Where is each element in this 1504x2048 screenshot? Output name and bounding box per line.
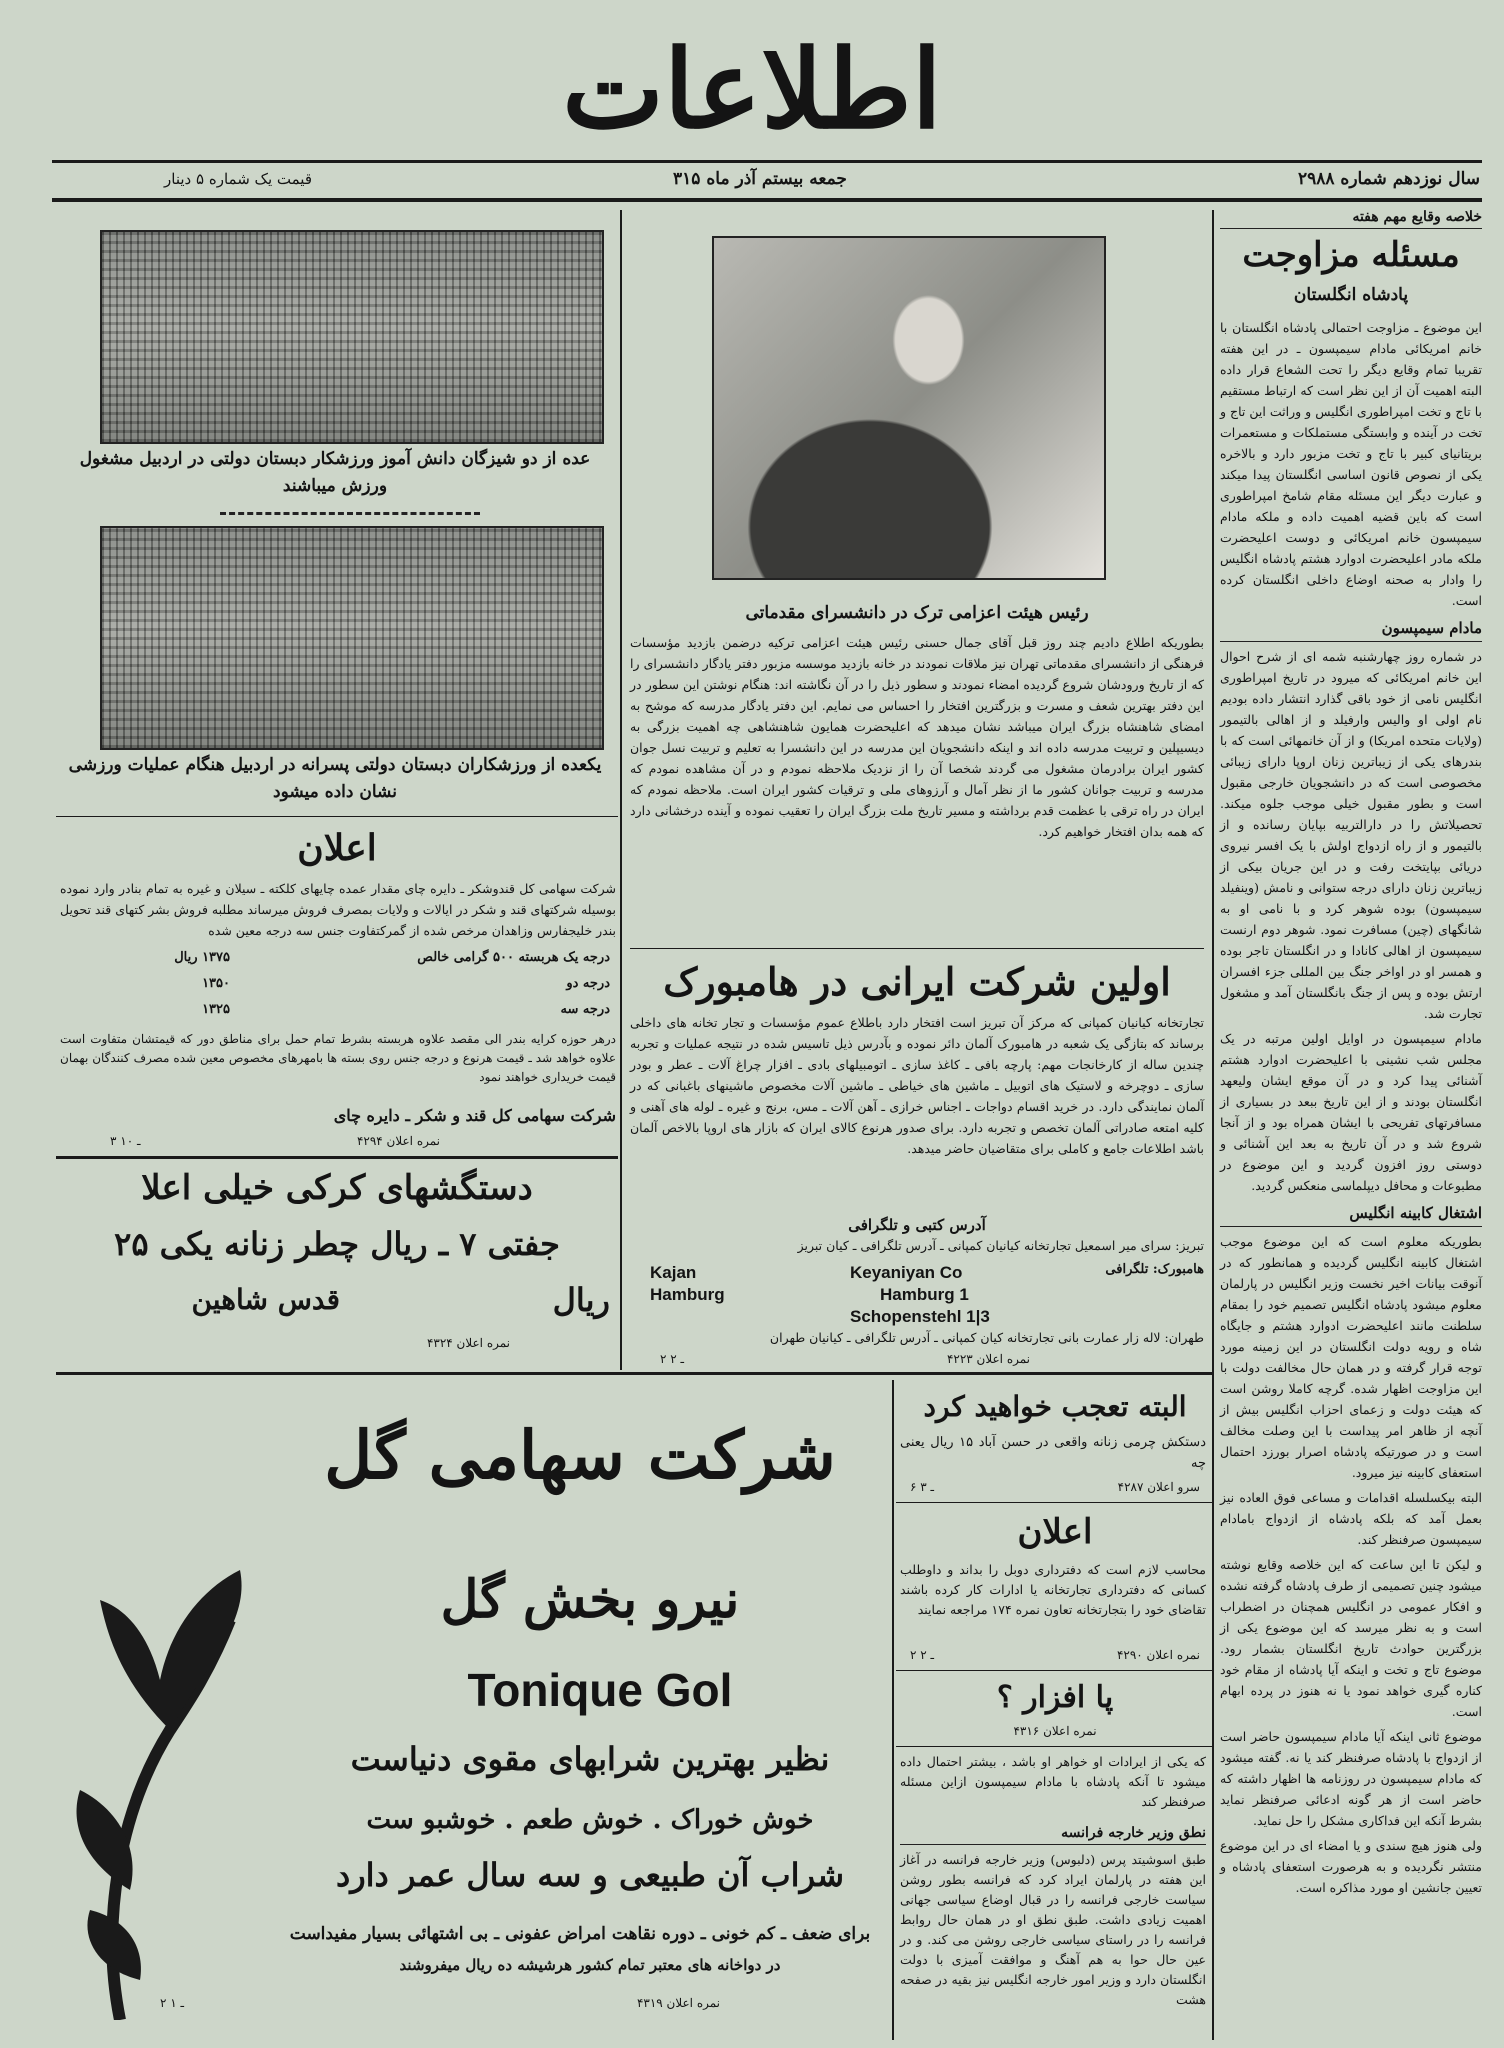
gloves-ad-line-1: دستگشهای کرکی خیلی اعلا — [141, 1168, 533, 1208]
flower-leaf — [77, 1790, 133, 1890]
bottom-mid-divider-3 — [896, 1746, 1212, 1747]
gol-features: خوش خوراک . خوش طعم . خوشبو ست — [366, 1805, 814, 1835]
france-speech-title: نطق وزیر خارجه فرانسه — [900, 1822, 1206, 1845]
footwear-ad-title: پا افزار ؟ — [996, 1680, 1114, 1715]
issue-date: جمعه بیستم آذر ماه ۳۱۵ — [673, 169, 847, 189]
grade-3-label: درجه سه — [560, 1002, 610, 1017]
article-para-5: البته بیکسلسله اقدامات و مساعی فوق العاده نیز بعمل آمد که بلکه پادشاه از ازدواج بامادام سیمپسون صرفنظر کند. — [1220, 1490, 1482, 1547]
gol-tagline: نظیر بهترین شرابهای مقوی دنیاست — [350, 1740, 830, 1778]
issue-number: سال نوزدهم شماره ۲۹۸۸ — [1297, 169, 1480, 189]
hamburg-ad-sub: ۲ ـ ۲ — [660, 1352, 685, 1366]
sugar-notice-sign: شرکت سهامی کل قند و شکر ـ دایره چای — [333, 1106, 616, 1125]
accountant-ad-number: نمره اعلان ۴۲۹۰ — [1116, 1648, 1200, 1662]
grade-1-label: درجه یک هربسته ۵۰۰ گرامی خالص — [417, 950, 610, 965]
column-rule-bottom — [892, 1380, 894, 2040]
weekly-kicker: خلاصه وقایع مهم هفته — [1220, 206, 1482, 229]
hamburg-address-label: هامبورک: تلگرافی — [1105, 1262, 1204, 1277]
turkish-delegation-article: بطوریکه اطلاع دادیم چند روز قبل آقای جمال حسنی رئیس هیئت اعزامی ترکیه درضمن بازدید مؤسسات فرهنگی از دانشسرای مقدماتی تهران نیز ملاقات نمودند در خانه بازدید موسسه مزبور دفتر یادگار دانشسرای را که از تاریخ ورودشان شروع گردیده امضاء نمودند و سطور ذیل را در آن نگاشته اند: هنگام نوشتن این سطور در این دفتر بهترین شعف و مسرت و بزرگترین افتخار را احساس می نمایم. این دفتر یادگار مدرسه که موشح به امضای شاهنشاه بزرگ ایران میباشد نشان میدهد که اعلیحضرت همایون شاهنشاهی چه اهمیت بزرگی به دیسیپلین و تربیت مدرسه داده اند و اینکه دانشجویان این مدرسه در این دانشسرا به تعلیم و تربیت نسل جوان کشور ایران برادرمان مشغول می گردند شخصا آن را از نزدیک ملاحظه نمودم و در آن مشاهده نمودم که مدرسه و تربیت جوانان کشور ما از نظر آمال و آرزوهای ملی و ترقیات کشور ایران است. ملاحظه نمودم که ایران در راه ترقی با عظمت قدم برداشته و مسیر تاریخ ملت بزرگ ایران را تعقیب نموده و آینده درخشانی دارد که همه بدان افتخار خواهیم کرد. — [630, 635, 1204, 839]
hamburg-address-tabriz: تبریز: سرای میر اسمعیل تجارتخانه کیانیان کمپانی ـ آدرس تلگرافی ـ کیان تبریز — [797, 1238, 1204, 1253]
sugar-notice-body: شرکت سهامی کل قندوشکر ـ دایره چای مقدار عمده چایهای کلکته ـ سیلان و غیره به تمام بنادر وارد نموده بوسیله شرکتهای قند و شکر در ایالات و ولایات بمصرف فروش میرساند مطلبه فروش بشر کتهای قند تحویل بندر خلیجفارس وزاهدان مرخص شده از گمرکتفاوت جنس سه درجه معین شده — [60, 881, 616, 938]
gol-ad-sub: ۲ ـ ۱ — [160, 1996, 185, 2010]
grade-2-price: ۱۳۵۰ — [202, 976, 230, 991]
gol-sold: در دواخانه های معتبر تمام کشور هرشیشه ده ریال میفروشند — [399, 1956, 781, 1974]
hamburg-latin-city: Hamburg — [650, 1285, 725, 1304]
surprise-ad-number: سرو اعلان ۴۲۸۷ — [1117, 1480, 1200, 1494]
column-rule-right — [1212, 210, 1214, 2040]
gol-product-latin: Tonique Gol — [467, 1664, 733, 1716]
grade-3-price: ۱۳۲۵ — [202, 1002, 230, 1017]
right-column — [1220, 206, 1482, 1898]
sugar-notice-title: اعلان — [297, 827, 377, 869]
gol-ad-number: نمره اعلان ۴۳۱۹ — [636, 1996, 720, 2010]
portrait-caption: رئیس هیئت اعزامی ترک در دانشسرای مقدماتی — [745, 603, 1089, 623]
gloves-ad-line-3: ریال — [552, 1281, 610, 1319]
hamburg-latin-zip: Hamburg 1 — [880, 1285, 969, 1304]
continued-text: که یکی از ایرادات او خواهر او باشد ، بیشتر احتمال داده میشود تا آنکه پادشاه با مادام سیمپسون ازاین مسئله صرفنظر کند — [900, 1754, 1206, 1809]
gloves-ad-sign: قدس شاهین — [191, 1283, 340, 1316]
flower-illustration — [60, 1560, 260, 2020]
accountant-ad-body: محاسب لازم است که دفترداری دوبل را بداند و داوطلب کسانی که دفترداری تجارتخانه یا ادارات کار کرده باشند تقاضای خود را بتجارتخانه تعاون نمره ۱۷۴ مراجعه نمایند — [900, 1562, 1206, 1617]
hamburg-latin-kajan: Kajan — [650, 1263, 697, 1282]
gol-uses: برای ضعف ـ کم خونی ـ دوره نقاهت امراض عفونی ـ بی اشتهائی بسیار مفیداست — [289, 1924, 871, 1944]
grade-1-price: ۱۳۷۵ ریال — [174, 950, 230, 965]
top-rule — [52, 160, 1482, 163]
gloves-ad-line-2: جفتی ۷ ـ ریال چطر زنانه یکی ۲۵ — [114, 1225, 560, 1263]
france-speech-body: طبق اسوشیتد پرس (دلبوس) وزیر خارجه فرانسه در آغاز این هفته در پارلمان ایراد کرد که فرانسه بطور روشن سیاست خارجی فرانسه را در قبال اوضاع سیاسی جهانی اهمیت زیادی داشت. طبق نطق او در همان حال روابط فرانسه را در راستای سیاسی خارجی روشن می کند. و در عین حال حوا به هم آهنگ و موافقت آمیزی با دولت انگلستان دارد و وزیر امور خارجه انگلیس نیز بقیه در صفحه هشت — [900, 1852, 1206, 2007]
dateline-rule — [52, 198, 1482, 202]
girls-gym-caption: عده از دو شیزگان دانش آموز ورزشکار دبستان دولتی در اردبیل مشغول ورزش میباشند — [79, 449, 591, 496]
main-subhead: پادشاه انگلستان — [1293, 285, 1409, 305]
accountant-ad-sub: ۲ ـ ۲ — [910, 1648, 935, 1662]
main-headline: مسئله مزاوجت — [1242, 235, 1460, 275]
sugar-notice-sub: ۳ ـ ۱۰ — [110, 1134, 141, 1148]
sugar-notice-tail: درهر حوزه کرایه بندر الی مقصد علاوه هربسته بشرط تمام حمل برای مناطق دور که قیمتشان متفاوت است علاوه خواهد شد ـ قیمت هرنوع و درجه جنس روی بسته ها بامهرهای مخصوص معین شده مصرف کنندگان بهمان قیمت خریداری خواهند نمود — [60, 1032, 616, 1084]
column-rule-center — [620, 210, 622, 1370]
hamburg-latin-street: Schopenstehl 1|3 — [850, 1307, 990, 1326]
boys-gym-caption: یکعده از ورزشکاران دبستان دولتی پسرانه در اردبیل هنگام عملیات ورزشی نشان داده میشود — [68, 755, 602, 802]
mid-page-rule — [56, 1372, 1212, 1375]
center-divider — [630, 948, 1204, 949]
left-divider-2 — [56, 1156, 618, 1159]
bottom-mid-divider-2 — [896, 1670, 1212, 1671]
gol-brand: شرکت سهامی گل — [324, 1416, 836, 1494]
sugar-notice-number: نمره اعلان ۴۲۹۴ — [356, 1134, 440, 1148]
masthead-title: اطلاعات — [562, 27, 942, 153]
hamburg-ad-number: نمره اعلان ۴۲۲۳ — [946, 1352, 1030, 1366]
section-simpson: مادام سیمپسون — [1220, 617, 1482, 642]
gol-product-fa: نیرو بخش گل — [440, 1569, 740, 1630]
hamburg-address-tehran: طهران: لاله زار عمارت بانی تجارتخانه کیان کمپانی ـ آدرس تلگرافی ـ کیانیان طهران — [769, 1330, 1204, 1345]
article-para-8: ولی هنوز هیچ سندی و یا امضاء ای در این موضوع منتشر نگردیده و به هرصورت استعفای پادشاه و تعیین جانشین او مورد مذاکره است. — [1220, 1838, 1482, 1895]
bottom-mid-divider-1 — [896, 1502, 1212, 1503]
surprise-ad-body: دستکش چرمی زنانه واقعی در حسن آباد ۱۵ ریال یعنی چه — [900, 1435, 1206, 1471]
surprise-ad-sub: ۶ ـ ۳ — [910, 1480, 935, 1494]
surprise-ad-title: البته تعجب خواهید کرد — [923, 1390, 1187, 1423]
gol-natural: شراب آن طبیعی و سه سال عمر دارد — [335, 1856, 845, 1894]
boys-gym-photo — [100, 526, 604, 750]
article-para-1: این موضوع ـ مزاوجت احتمالی پادشاه انگلستان با خانم امریکائی مادام سیمپسون ـ در این هفته تقریبا تمام وقایع دیگر را تحت الشعاع قرار داده البته اهمیت آن از این نظر است که ارتباط مستقیم با تاج و تخت امپراطوری انگلیس و وراثت این تاج و تخت در آینده و وابستگی مستملکات و مستعمرات بریتانیای کبیر با تاج و تخت مزبور دارد و بالاخره یکی از نصوص قانون اساسی انگلستان پیدا میکند و عبارت دیگر این مسئله مقام شامخ امپراطوری است که باین قضیه اهمیت داده و ملکه مادام سیمپسون خانم امریکائی و دوست اعلیحضرت ملکه مادر اعلیحضرت ادوارد هشتم پادشاه انگلیس را وادار به صحنه اوضاع داخلی انگلستان کرده است. — [1220, 320, 1482, 608]
hamburg-latin-company: Keyaniyan Co — [850, 1263, 963, 1282]
article-para-4: بطوریکه معلوم است که این موضوع موجب اشتغال کابینه انگلیس گردیده و همانطور که در آنوقت بیانات اخیر نخست وزیر انگلیس در پارلمان معلوم میشود پادشاه انگلیس تصمیم خود را بمقام سلطنت مانند اعلیحضرت ادوارد هشتم و جایگاه شاه و رویه دولت انگلستان در این زمینه مورد توجه قرار گرفته و در همان حال مخالفت دولت با این مزاوجت اظهار شده. گرچه کاملا روشن است که هیئت دولت و زعمای احزاب انگلیس بیش از آنچه از ظاهر امر پیداست با این وصلت مخالف است و در صورتیکه پادشاه اصرار بورزد احتمال استعفای کابینه نیز میرود. — [1220, 1234, 1482, 1480]
left-divider-1 — [56, 816, 618, 817]
portrait-photo — [712, 236, 1106, 580]
section-cabinet: اشتغال کابینه انگلیس — [1220, 1202, 1482, 1227]
hamburg-ad-headline: اولین شرکت ایرانی در هامبورک — [663, 959, 1171, 1004]
article-para-7: موضوع ثانی اینکه آیا مادام سیمپسون حاضر است از ازدواج با پادشاه صرفنظر کند یا نه. گفته میشود که مادام سیمپسون در روزنامه ها اظهار داشته که حاضر است از هر گونه ادعائی صرفنظر نماید بشرط آنکه این فداکاری مشکل را حل نماید. — [1220, 1729, 1482, 1828]
footwear-ad-number: نمره اعلان ۴۳۱۶ — [1013, 1724, 1097, 1738]
hamburg-ad-body: تجارتخانه کیانیان کمپانی که مرکز آن تبریز است افتخار دارد باطلاع عموم مؤسسات و تجار تخانه های داخلی برساند که بتازگی یک شعبه در هامبورک آلمان دائر نموده و بآدرس ذیل تاسیس شده در نتیجه عملیات و تجربه چندین ساله از کارخانجات مهم: پارچه بافی ـ کاغذ سازی ـ اتومبیلهای بادی ـ افزار چراغ آلات ـ عطر و بودر سازی ـ دوچرخه و لاستیک های اتوبیل ـ ماشین های خیاطی ـ ماشین آلات مخصوص ماشینهای باغبانی که در آلمان نمایندگی دارد. در خرید اقسام دواجات ـ اجناس خرازی ـ آهن آلات ـ مس، برنج و غیره ـ لوله های آهنی و کلیه امتعه صادراتی آلمان تخصص و تجربه دارد. برای صدور هرنوع کالای ایران که بازار های اروپا بالاخص آلمان باشد اطلاعات جامع و کاملی برای متقاضیان حاضر میدهد. — [630, 1015, 1204, 1156]
accountant-ad-title: اعلان — [1017, 1512, 1093, 1552]
grade-2-label: درجه دو — [566, 976, 610, 991]
article-para-6: و لیکن تا این ساعت که این خلاصه وقایع نوشته میشود چنین تصمیمی از طرف پادشاه گرفته نشده و افکار عمومی در انگلیس همچنان در اضطراب است و به نظر میرسد که این موضوع یکی از بزرگترین حوادث تاریخ انگلستان بشمار رود. موضوع تاج و تخت و اینکه آیا پادشاه از مقام خود کناره گیری خواهد نمود یا نه هنوز در پرده ابهام است. — [1220, 1557, 1482, 1719]
article-para-2: در شماره روز چهارشنبه شمه ای از شرح احوال این خانم امریکائی که میرود در تاریخ امپراطوری انگلیس نامی از خود باقی گذارد انتشار داده بودیم نام اولی او والیس وارفیلد و از اهالی بالتیمور (ولایات متحده امریکا) و از آن خانمهائی است که با بندرهای یکی از زیباترین زنان اروپا دارای زیبائی مخصوصی است که در دانشجویان خارجی مقبول است و بطور مقبول خیلی موجب جلوه میکند. تحصیلاتش را در دارالتربیه بپایان رسانده و از بالتیمور و از راه ازدواج اولش با یک افسر نیروی دریائی بپایتخت رفت و در این جریان بیکی از زیباترین زنان دارای درجه ستوانی و نامش (وینفیلد سیمپسون) بوده شوهر کرد و با نامی او به شانگهای (چین) مسافرت نمود. شوهر دوم ارنست سیمپسون از اهالی کانادا و در انگلستان تاجر بوده و همسر او در اواخر جنگ بین المللی جزء افسران ارتش بوده و پس از جنگ بانگلستان آمد و مشغول تجارت شد. — [1220, 649, 1482, 1021]
article-para-3: مادام سیمپسون در اوایل اولین مرتبه در یک مجلس شب نشینی با اعلیحضرت ادوارد هشتم آشنائی پیدا کرد و در آن موقع ایشان ولیعهد انگلستان بودند و از این تاریخ ببعد در بسیاری از مسافرتهای تفریحی با ایشان همراه بود و از آنجا شروع شد و در آن تاریخ به بعد این آشنائی و دوستی روز افزون گردید و این موضوع در مطبوعات و محافل دیپلماسی منعکس گردید. — [1220, 1031, 1482, 1193]
girls-gym-photo — [100, 230, 604, 444]
issue-price: قیمت یک شماره ۵ دینار — [164, 170, 312, 188]
gloves-ad-number: نمره اعلان ۴۳۲۴ — [426, 1336, 510, 1350]
hamburg-address-title: آدرس کتبی و تلگرافی — [848, 1216, 986, 1234]
photo-separator — [220, 512, 480, 515]
